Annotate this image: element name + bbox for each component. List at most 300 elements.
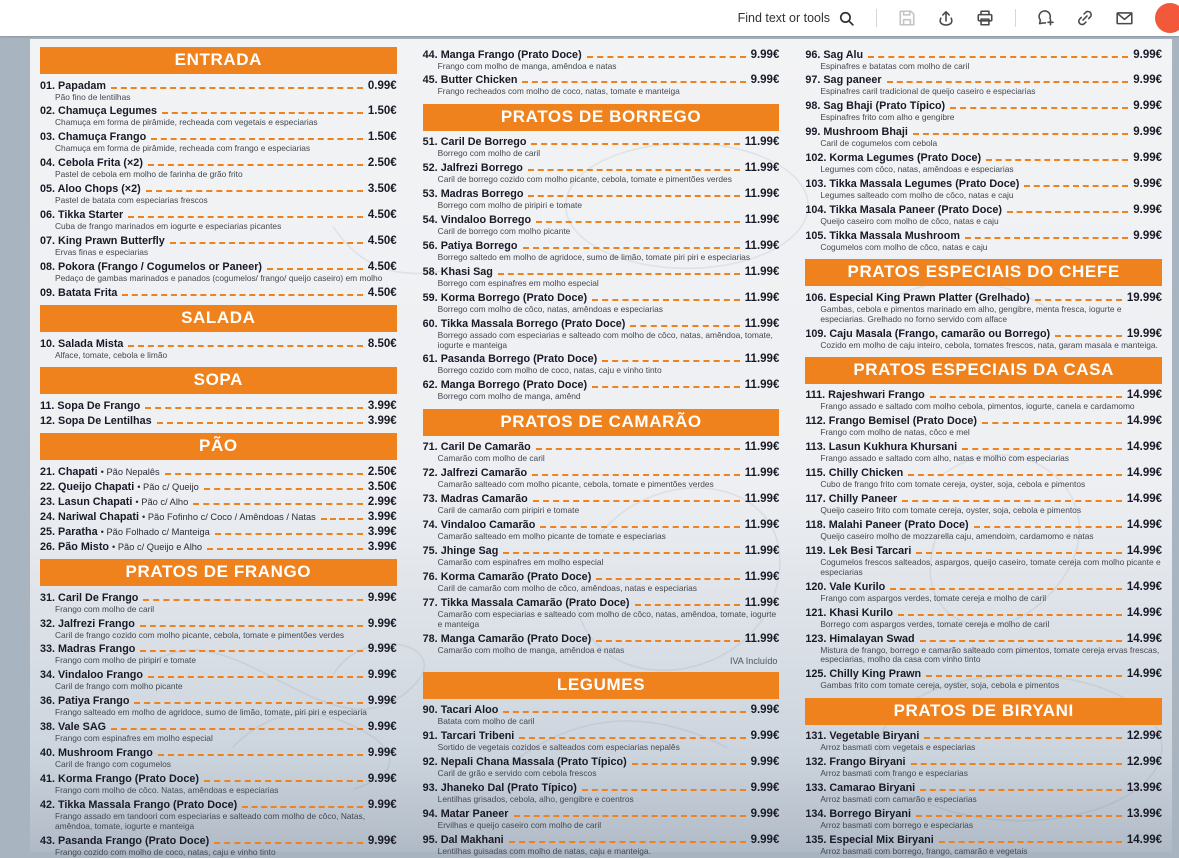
menu-item (423, 571, 780, 594)
item-subname: • Pão c/ Queijo (137, 481, 199, 492)
item-title: Himalayan Swad (829, 632, 915, 645)
add-comment-button[interactable] (1037, 9, 1055, 27)
item-price: 14.99€ (1126, 833, 1163, 846)
menu-item-row (423, 318, 780, 330)
item-title: Tikka Massala Frango (Prato Doce) (58, 798, 238, 811)
item-number: 43. (40, 834, 56, 847)
item-description: Cuba de frango marinados em iogurte e especiarias picantes (55, 221, 282, 232)
item-title: Chamuça Legumes (58, 105, 158, 118)
menu-item-row (805, 74, 1162, 86)
menu-item (423, 834, 780, 857)
item-description: Queijo caseiro com molho de côco, natas e caju (820, 215, 999, 226)
menu-item-row (805, 441, 1162, 453)
item-description: Borrego com molho de côco, natas, amêndoas e especiarias (437, 303, 663, 314)
section-header: LEGUMES (423, 672, 780, 699)
item-price: 0.99€ (367, 79, 397, 92)
menu-item (40, 183, 397, 206)
item-number: 33. (40, 643, 56, 656)
item-number: 91. (422, 730, 438, 743)
item-name (423, 49, 582, 61)
section-header: PRATOS ESPECIAIS DA CASA (805, 357, 1162, 384)
menu-item (805, 519, 1162, 542)
dotted-leader (602, 360, 740, 362)
item-description: Frango com espinafres em molho especial (55, 733, 213, 744)
item-price: 9.99€ (1133, 74, 1163, 87)
item-price: 14.99€ (1126, 441, 1163, 454)
dotted-leader (158, 754, 363, 756)
menu-item (423, 162, 780, 185)
item-price: 4.50€ (367, 234, 397, 247)
item-price: 9.99€ (750, 48, 780, 61)
menu-item (40, 481, 397, 493)
dotted-leader (134, 702, 362, 704)
item-number: 08. (40, 260, 56, 273)
item-title: Patiya Frango (58, 695, 130, 708)
item-name (40, 799, 237, 811)
item-title: Butter Chicken (440, 74, 518, 87)
item-price: 19.99€ (1126, 327, 1163, 340)
item-number: 119. (805, 544, 826, 557)
item-description: Frango assado e saltado com molho cebola, pimentos, iogurte, canela e cardamomo (820, 401, 1135, 412)
menu-item-row (40, 80, 397, 92)
item-description: Camarão com molho de manga, amêndoa e natas (437, 644, 625, 655)
item-number: 26. (40, 540, 56, 553)
item-name (40, 511, 316, 523)
item-price: 14.99€ (1126, 606, 1163, 619)
item-title: Paratha (58, 525, 98, 538)
menu-item (40, 261, 397, 284)
item-price: 9.99€ (367, 798, 397, 811)
email-button[interactable] (1115, 9, 1134, 27)
item-name (423, 704, 499, 716)
item-description: Gambas, cebola e pimentos marinado em alho, gengibre, menta fresca, iogurte e especiarias. Grelhado no forno servido com alface (820, 303, 1122, 324)
item-description: Camarão com molho de caril (437, 453, 545, 464)
menu-item (40, 721, 397, 744)
item-name (805, 730, 919, 742)
item-price: 9.99€ (1133, 229, 1163, 242)
menu-item-row (805, 607, 1162, 619)
item-title: Manga Frango (Prato Doce) (440, 48, 582, 61)
menu-item (805, 441, 1162, 464)
section-header: ENTRADA (40, 47, 397, 74)
item-name (805, 467, 903, 479)
menu-item (423, 441, 780, 464)
dotted-leader (592, 299, 740, 301)
menu-item-row (423, 519, 780, 531)
menu-item-row (40, 466, 397, 478)
menu-item (423, 353, 780, 376)
dotted-leader (982, 422, 1122, 424)
item-title: Jalfrezi Camarão (440, 467, 528, 480)
item-number: 118. (805, 519, 826, 531)
item-price: 14.99€ (1126, 519, 1163, 531)
item-description: Borrego assado com especiarias e salteado com molho de côco, natas, amêndoa, tomate, iogurte e manteiga (437, 329, 773, 350)
item-price: 3.99€ (367, 399, 397, 412)
item-description: Frango com molho de caril (55, 603, 155, 614)
item-price: 14.99€ (1126, 632, 1163, 645)
save-button[interactable] (898, 9, 916, 27)
menu-item (805, 49, 1162, 72)
dotted-leader (128, 216, 363, 218)
item-price: 9.99€ (750, 782, 780, 795)
menu-item (40, 669, 397, 692)
dotted-leader (596, 578, 740, 580)
item-number: 120. (805, 580, 827, 593)
item-description: Lentilhas grisados, cebola, alho, gengibre e coentros (437, 794, 634, 805)
item-description: Legumes com côco, natas, amêndoas e especiarias (820, 164, 1014, 175)
item-price: 11.99€ (744, 570, 780, 583)
item-description: Pastel de cebola em molho de farinha de grão frito (55, 169, 243, 180)
dotted-leader (920, 789, 1122, 791)
dotted-leader (965, 237, 1128, 239)
item-name (40, 618, 135, 630)
item-subname: • Pão c/ Alho (135, 496, 189, 507)
menu-item-row (805, 782, 1162, 794)
item-number: 77. (422, 596, 438, 609)
item-description: Arroz basmati com borrego, frango, camarão e vegetais (820, 845, 1028, 856)
item-number: 123. (805, 632, 827, 645)
item-description: Alface, tomate, cebola e limão (55, 349, 168, 360)
dotted-leader (939, 841, 1122, 843)
dotted-leader (531, 143, 739, 145)
item-description: Camarão com espinafres em molho especial (437, 556, 604, 567)
item-number: 02. (40, 105, 56, 118)
item-number: 45. (422, 74, 438, 87)
item-title: Korma Camarão (Prato Doce) (440, 570, 592, 583)
dotted-leader (528, 169, 740, 171)
item-title: Nepali Chana Massala (Prato Típico) (440, 756, 627, 769)
item-description: Cogumelos frescos salteados, aspargos, queijo caseiro, tomate cereja com molho picante e especiarias (820, 556, 1161, 577)
item-title: Chilly King Prawn (829, 668, 922, 681)
item-number: 24. (40, 510, 56, 523)
item-number: 62. (422, 379, 438, 392)
item-subname: • Pão Fofinho c/ Coco / Amêndoas / Natas (142, 511, 316, 522)
item-description: Borrego com espinafres em molho especial (437, 277, 599, 288)
item-price: 4.50€ (367, 260, 397, 273)
dotted-leader (950, 107, 1128, 109)
item-price: 1.50€ (367, 105, 397, 118)
dotted-leader (214, 842, 363, 844)
dotted-leader (321, 518, 363, 520)
menu-item-row (423, 292, 780, 304)
menu-item (805, 292, 1162, 325)
dotted-leader (165, 473, 363, 475)
item-title: Papadam (58, 79, 107, 92)
menu-item-row (40, 592, 397, 604)
item-name (423, 782, 577, 794)
item-name (423, 441, 531, 453)
item-title: Sag Alu (823, 48, 864, 61)
item-subname: • Pão c/ Queijo e Alho (112, 541, 203, 552)
dotted-leader (926, 675, 1122, 677)
item-name (40, 131, 146, 143)
menu-item (805, 607, 1162, 630)
item-title: Vindaloo Frango (58, 669, 143, 682)
item-price: 11.99€ (744, 317, 780, 330)
item-number: 40. (40, 747, 56, 760)
section-header: SALADA (40, 305, 397, 332)
dotted-leader (913, 133, 1128, 135)
item-name (40, 496, 188, 508)
menu-item-row (40, 541, 397, 553)
item-price: 11.99€ (744, 265, 780, 278)
item-name (40, 400, 140, 412)
item-number: 78. (422, 632, 438, 645)
menu-item (805, 782, 1162, 805)
share-icon (937, 9, 955, 27)
item-title: Vindaloo Camarão (440, 519, 536, 531)
item-description: Frango recheados com molho de coco, natas, tomate e manteiga (437, 86, 680, 97)
menu-item-row (423, 545, 780, 557)
dotted-leader (902, 500, 1122, 502)
dotted-leader (630, 325, 739, 327)
item-description: Borrego cozido com molho de coco, natas, caju e vinho tinto (437, 365, 662, 376)
item-title: Chamuça Frango (58, 131, 147, 144)
item-number: 60. (422, 317, 438, 330)
menu-item (423, 136, 780, 159)
menu-item-row (423, 74, 780, 86)
item-description: Caril de camarão com molho de côco, amêndoas, natas e especiarias (437, 582, 697, 593)
item-number: 38. (40, 721, 56, 734)
dotted-leader (536, 221, 740, 223)
item-number: 133. (805, 782, 827, 795)
item-title: Tikka Massala Camarão (Prato Doce) (440, 596, 630, 609)
menu-item-row (423, 441, 780, 453)
item-number: 112. (805, 415, 826, 428)
menu-item-row (805, 668, 1162, 680)
item-name (40, 466, 160, 478)
menu-column-3 (805, 47, 1163, 856)
item-number: 54. (422, 214, 438, 227)
item-number: 135. (805, 833, 827, 846)
item-title: Especial Mix Biryani (829, 833, 934, 846)
item-title: Borrego Biryani (829, 807, 911, 820)
item-title: Mushroom Frango (58, 747, 153, 760)
item-number: 72. (422, 467, 438, 480)
item-number: 96. (805, 48, 821, 61)
item-name (423, 214, 531, 226)
dotted-leader (128, 345, 362, 347)
item-name (423, 379, 587, 391)
dotted-leader (522, 81, 745, 83)
item-name (805, 152, 981, 164)
item-title: Madras Borrego (440, 188, 524, 201)
item-title: Sopa De Lentilhas (58, 414, 152, 427)
item-name (805, 668, 921, 680)
item-price: 2.99€ (367, 495, 397, 508)
menu-item-row (40, 721, 397, 733)
find-text-or-tools[interactable] (738, 10, 855, 27)
item-name (40, 721, 106, 733)
share-button[interactable] (937, 9, 955, 27)
item-price: 9.99€ (367, 721, 397, 734)
menu-item (423, 519, 780, 542)
menu-item-row (40, 747, 397, 759)
print-button[interactable] (976, 9, 994, 27)
dotted-leader (930, 396, 1122, 398)
item-price: 3.99€ (367, 525, 397, 538)
dotted-leader (242, 806, 363, 808)
dotted-leader (532, 474, 740, 476)
menu-item-row (423, 756, 780, 768)
menu-item-row (40, 799, 397, 811)
menu-item-row (805, 493, 1162, 505)
item-description: Camarão salteado em molho picante de tomate e especiarias (437, 531, 666, 541)
menu-item (805, 730, 1162, 753)
menu-item-row (805, 100, 1162, 112)
item-title: Khasi Kurilo (829, 606, 893, 619)
item-name (805, 519, 968, 531)
item-name (40, 773, 199, 785)
item-title: Nariwal Chapati (58, 510, 140, 523)
item-description: Frango salteado em molho de agridoce, sumo de limão, tomate, piri piri e especiaria (55, 707, 367, 718)
dotted-leader (140, 625, 363, 627)
dotted-leader (898, 614, 1122, 616)
item-name (40, 209, 123, 221)
dotted-leader (582, 789, 746, 791)
menu-item-row (40, 209, 397, 221)
dotted-leader (140, 650, 362, 652)
search-icon (838, 10, 855, 27)
item-price: 8.50€ (367, 337, 397, 350)
item-name (423, 545, 499, 557)
menu-document[interactable] (30, 39, 1172, 857)
item-name (40, 80, 106, 92)
item-price: 9.99€ (367, 591, 397, 604)
item-name (805, 230, 960, 242)
item-price: 12.99€ (1126, 756, 1163, 769)
menu-item (805, 126, 1162, 149)
item-description: Frango com molho de manga, amêndoa e natas (437, 60, 617, 71)
menu-item-row (40, 338, 397, 350)
menu-item-row (40, 496, 397, 508)
item-title: Frango Biryani (829, 756, 906, 769)
dotted-leader (1055, 335, 1122, 337)
menu-item-row (423, 136, 780, 148)
item-name (423, 162, 523, 174)
menu-item (40, 157, 397, 180)
item-price: 11.99€ (744, 291, 780, 304)
dotted-leader (207, 548, 363, 550)
item-description: Ervas finas e especiarias (55, 246, 149, 257)
item-title: Pasanda Borrego (Prato Doce) (440, 353, 598, 366)
item-number: 76. (422, 570, 438, 583)
item-number: 59. (422, 291, 438, 304)
item-number: 71. (422, 441, 438, 454)
item-title: Tacari Aloo (440, 704, 499, 717)
item-name (805, 328, 1050, 340)
item-title: King Prawn Butterfly (58, 234, 165, 247)
item-description: Caril de grão e servido com cebola frescos (437, 768, 597, 779)
dotted-leader (148, 164, 363, 166)
item-number: 61. (422, 353, 438, 366)
menu-item-row (423, 353, 780, 365)
item-price: 11.99€ (744, 596, 780, 609)
item-price: 3.50€ (367, 480, 397, 493)
link-button[interactable] (1076, 9, 1094, 27)
item-description: Caril de camarão com piripiri e tomate (437, 505, 580, 516)
menu-item-row (40, 695, 397, 707)
menu-item (40, 496, 397, 508)
menu-item (40, 773, 397, 796)
menu-item (423, 49, 780, 72)
menu-item (423, 730, 780, 753)
item-number: 41. (40, 773, 56, 785)
item-number: 99. (805, 126, 821, 139)
item-number: 134. (805, 807, 827, 820)
section-header: PRATOS DE BIRYANI (805, 698, 1162, 725)
toolbar (0, 0, 1179, 36)
item-number: 73. (422, 493, 438, 506)
item-price: 11.99€ (744, 467, 780, 480)
item-name (423, 633, 592, 645)
item-description: Caril de borrego com molho picante (437, 226, 571, 237)
item-price: 9.99€ (367, 747, 397, 760)
item-title: Batata Frita (58, 286, 118, 299)
menu-item (40, 287, 397, 299)
item-title: Pasanda Frango (Prato Doce) (58, 834, 210, 847)
menu-item (805, 493, 1162, 516)
dotted-leader (536, 448, 740, 450)
item-description: Camarão salteado com molho picante, cebola, tomate e pimentões verdes (437, 479, 714, 490)
dotted-leader (916, 815, 1122, 817)
item-name (805, 782, 915, 794)
item-price: 9.99€ (750, 808, 780, 821)
menu-item (423, 704, 780, 727)
item-number: 103. (805, 178, 827, 191)
item-name (423, 756, 627, 768)
item-title: Sag Bhaji (Prato Típico) (823, 100, 946, 113)
menu-item (40, 526, 397, 538)
item-title: Vale SAG (58, 721, 107, 734)
item-description: Frango com aspargos verdes, tomate cereja e molho de caril (820, 592, 1047, 603)
item-description: Frango assado em tandoori com especiarias e salteado com molho de côco, Natas, amêndoa, tomate, iogurte e manteiga (55, 810, 366, 831)
item-number: 117. (805, 493, 826, 506)
dotted-leader (162, 112, 363, 114)
menu-item-row (40, 261, 397, 273)
item-price: 9.99€ (750, 756, 780, 769)
email-icon (1115, 9, 1134, 27)
toolbar-divider (876, 9, 877, 27)
item-name (423, 493, 528, 505)
item-name (40, 592, 138, 604)
menu-item (805, 467, 1162, 490)
menu-item (805, 74, 1162, 97)
menu-item (805, 204, 1162, 227)
item-price: 13.99€ (1126, 807, 1163, 820)
item-name (423, 74, 518, 86)
item-name (805, 415, 977, 427)
item-name (40, 695, 129, 707)
item-name (423, 353, 598, 365)
menu-item-row (40, 511, 397, 523)
item-name (40, 338, 123, 350)
menu-item (423, 292, 780, 315)
item-title: Madras Camarão (440, 493, 528, 506)
item-price: 9.99€ (367, 773, 397, 785)
menu-item (423, 545, 780, 568)
item-name (423, 519, 536, 531)
item-name (423, 808, 509, 820)
dotted-leader (509, 841, 746, 843)
item-price: 4.50€ (367, 286, 397, 299)
item-title: Vindaloo Borrego (440, 214, 532, 227)
dotted-leader (632, 763, 746, 765)
item-number: 42. (40, 798, 56, 811)
avatar[interactable] (1155, 3, 1179, 33)
item-number: 21. (40, 465, 56, 478)
menu-item (805, 545, 1162, 578)
